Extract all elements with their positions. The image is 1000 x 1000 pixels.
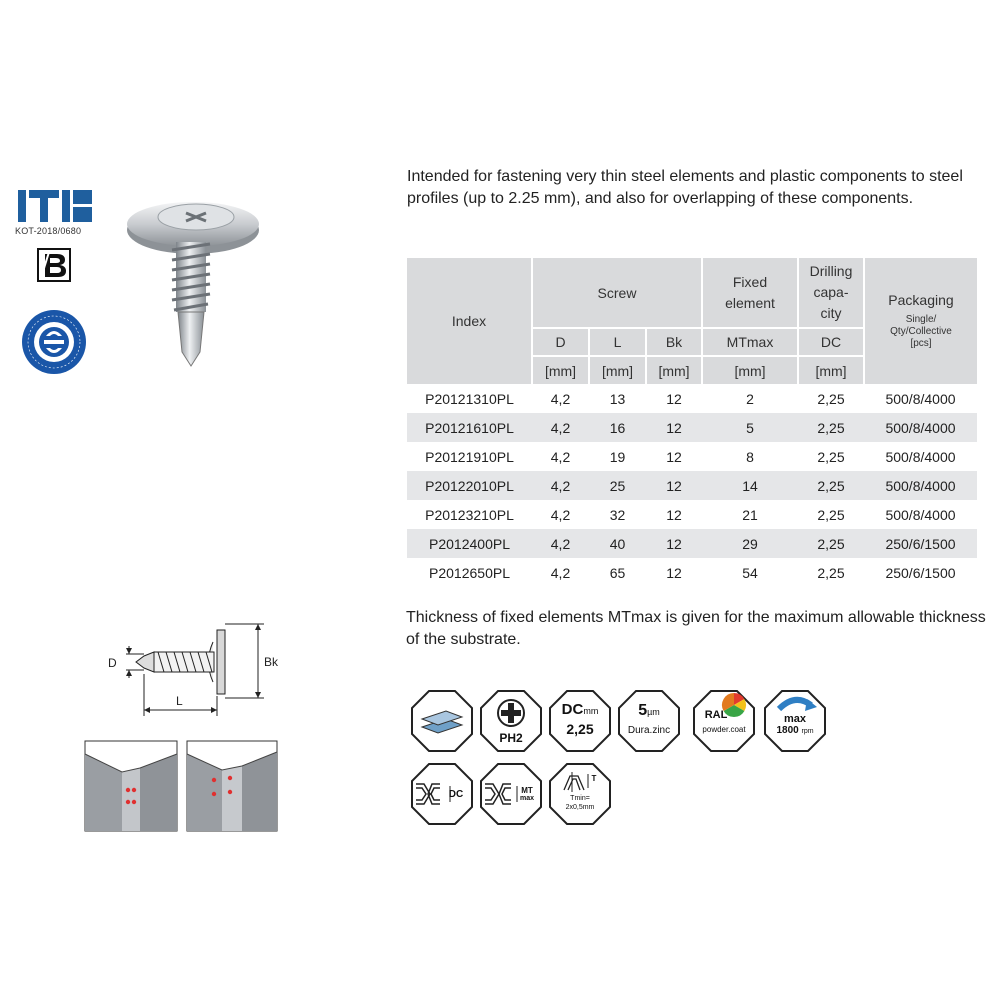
cell-dc: 2,25	[817, 390, 845, 407]
cell-packaging: 500/8/4000	[885, 506, 956, 523]
cell-bk: 12	[646, 413, 702, 442]
cell-d: 4,2	[550, 564, 571, 581]
cell-index: P2012650PL	[429, 564, 510, 581]
col-index-header: Index	[407, 258, 532, 384]
cell-d: 4,2	[550, 390, 571, 407]
cell-mtmax: 29	[702, 529, 798, 558]
cell-l: 32	[609, 506, 626, 523]
drilling-capacity-badge	[548, 689, 612, 753]
table-row	[407, 413, 977, 442]
cell-l: 16	[589, 413, 646, 442]
mt-bottom-label: max	[519, 795, 534, 802]
cell-l: 40	[589, 529, 646, 558]
dim-d-label: D	[108, 656, 117, 670]
col-d-header: D	[532, 328, 589, 356]
unit-bk: [mm]	[646, 356, 702, 384]
table-row	[407, 558, 977, 587]
joint-drawing-profile	[186, 740, 278, 832]
cell-dc: 2,25	[817, 564, 845, 581]
table-row	[407, 442, 977, 471]
table-row	[407, 471, 977, 500]
table-row	[407, 500, 977, 529]
col-screw-header: Screw	[532, 258, 702, 328]
dc-diagram-badge	[410, 762, 474, 826]
b-certification-logo	[37, 248, 71, 282]
intro-description: Intended for fastening very thin steel elements and plastic components to steel profiles (up to 2.25 mm), and also for overlapping of these components.	[407, 168, 963, 207]
cell-mtmax: 8	[746, 448, 754, 465]
unit-mtmax: [mm]	[702, 356, 798, 384]
screw-product-photo	[118, 180, 268, 370]
tmin-diagram-badge	[548, 762, 612, 826]
cell-d: 4,2	[532, 413, 589, 442]
spec-table	[407, 258, 977, 587]
cell-index: P20123210PL	[425, 506, 514, 523]
dura-zinc-badge	[617, 689, 681, 753]
cell-l: 25	[589, 471, 646, 500]
col-bk-header: Bk	[646, 328, 702, 356]
tmin-line2: 2x0,5mm	[565, 804, 595, 811]
table-row	[407, 384, 977, 413]
szu-certification-logo	[20, 308, 88, 376]
joint-drawing-overlap	[84, 740, 178, 832]
cell-dc: 2,25	[817, 448, 845, 465]
cell-index: P20121310PL	[425, 390, 514, 407]
cell-bk: 12	[646, 471, 702, 500]
col-packaging-header	[864, 258, 977, 384]
ph2-drive-badge	[479, 689, 543, 753]
cell-bk: 12	[666, 390, 682, 407]
cell-dc: 2,25	[817, 506, 845, 523]
rpm-value: 1800	[776, 725, 799, 736]
cell-mtmax: 54	[742, 564, 758, 581]
max-label: max	[783, 713, 807, 725]
ral-label: RAL	[704, 709, 728, 721]
cell-packaging: 500/8/4000	[864, 471, 977, 500]
cell-dc: 2,25	[798, 471, 864, 500]
cell-d: 4,2	[550, 448, 571, 465]
max-rpm-badge	[763, 689, 827, 753]
col-fixed-element-header: Fixed element	[702, 258, 798, 328]
cell-index: P20122010PL	[407, 471, 532, 500]
dc-badge-label	[548, 701, 612, 718]
col-l-header: L	[589, 328, 646, 356]
itb-logo	[18, 190, 92, 222]
mt-top-label: MT	[521, 786, 533, 795]
dc-badge-unit: mm	[583, 706, 599, 716]
cell-packaging: 500/8/4000	[864, 413, 977, 442]
screw-dimension-drawing	[100, 612, 290, 722]
cell-packaging: 500/8/4000	[885, 390, 956, 407]
dim-bk-label: Bk	[264, 655, 279, 669]
zinc-thickness	[617, 702, 681, 720]
rpm-label	[763, 725, 827, 736]
cell-l: 13	[609, 390, 626, 407]
cell-packaging: 250/6/1500	[864, 529, 977, 558]
cell-mtmax: 5	[702, 413, 798, 442]
itb-certificate-code: KOT-2018/0680	[15, 226, 82, 236]
cell-packaging: 500/8/4000	[885, 448, 956, 465]
unit-dc: [mm]	[798, 356, 864, 384]
col-drilling-capacity-header: Drilling capa- city	[798, 258, 864, 328]
cell-mtmax: 14	[702, 471, 798, 500]
cell-index: P2012400PL	[407, 529, 532, 558]
t-label: T	[591, 774, 597, 783]
layer-material-badge	[410, 689, 474, 753]
tmin-line1: Tmin=	[570, 795, 590, 802]
cell-packaging: 250/6/1500	[885, 564, 956, 581]
dc-badge-main: DC	[561, 701, 584, 718]
ral-powder-coat-badge	[692, 689, 756, 753]
cell-l: 65	[609, 564, 626, 581]
unit-d: [mm]	[532, 356, 589, 384]
cell-mtmax: 2	[746, 390, 754, 407]
cell-index: P20121610PL	[407, 413, 532, 442]
cell-bk: 12	[646, 529, 702, 558]
dc-badge-value: 2,25	[566, 721, 594, 737]
cell-dc: 2,25	[798, 413, 864, 442]
ph2-label: PH2	[499, 731, 523, 745]
packaging-subtitle: Single/ Qty/Collective [pcs]	[890, 314, 952, 349]
zinc-unit: µm	[647, 707, 660, 717]
cell-d: 4,2	[532, 529, 589, 558]
cell-bk: 12	[666, 506, 682, 523]
zinc-label: Dura.zinc	[627, 725, 671, 736]
mtmax-diagram-badge	[479, 762, 543, 826]
packaging-title: Packaging	[888, 292, 954, 308]
dim-l-label: L	[176, 694, 183, 708]
col-mtmax-header: MTmax	[702, 328, 798, 356]
dc-diagram-label: DC	[448, 789, 464, 800]
ral-sub-label: powder.coat	[702, 725, 746, 734]
cell-dc: 2,25	[798, 529, 864, 558]
cell-d: 4,2	[532, 471, 589, 500]
table-row	[407, 529, 977, 558]
cell-l: 19	[609, 448, 626, 465]
cell-d: 4,2	[550, 506, 571, 523]
cell-index: P20121910PL	[425, 448, 514, 465]
rpm-unit: rpm	[801, 728, 814, 735]
mtmax-note: Thickness of fixed elements MTmax is given for the maximum allowable thickness of the substrate.	[406, 609, 986, 648]
zinc-value: 5	[638, 702, 648, 719]
col-dc-header: DC	[798, 328, 864, 356]
cell-bk: 12	[666, 564, 682, 581]
cell-bk: 12	[666, 448, 682, 465]
cell-mtmax: 21	[742, 506, 758, 523]
unit-l: [mm]	[589, 356, 646, 384]
